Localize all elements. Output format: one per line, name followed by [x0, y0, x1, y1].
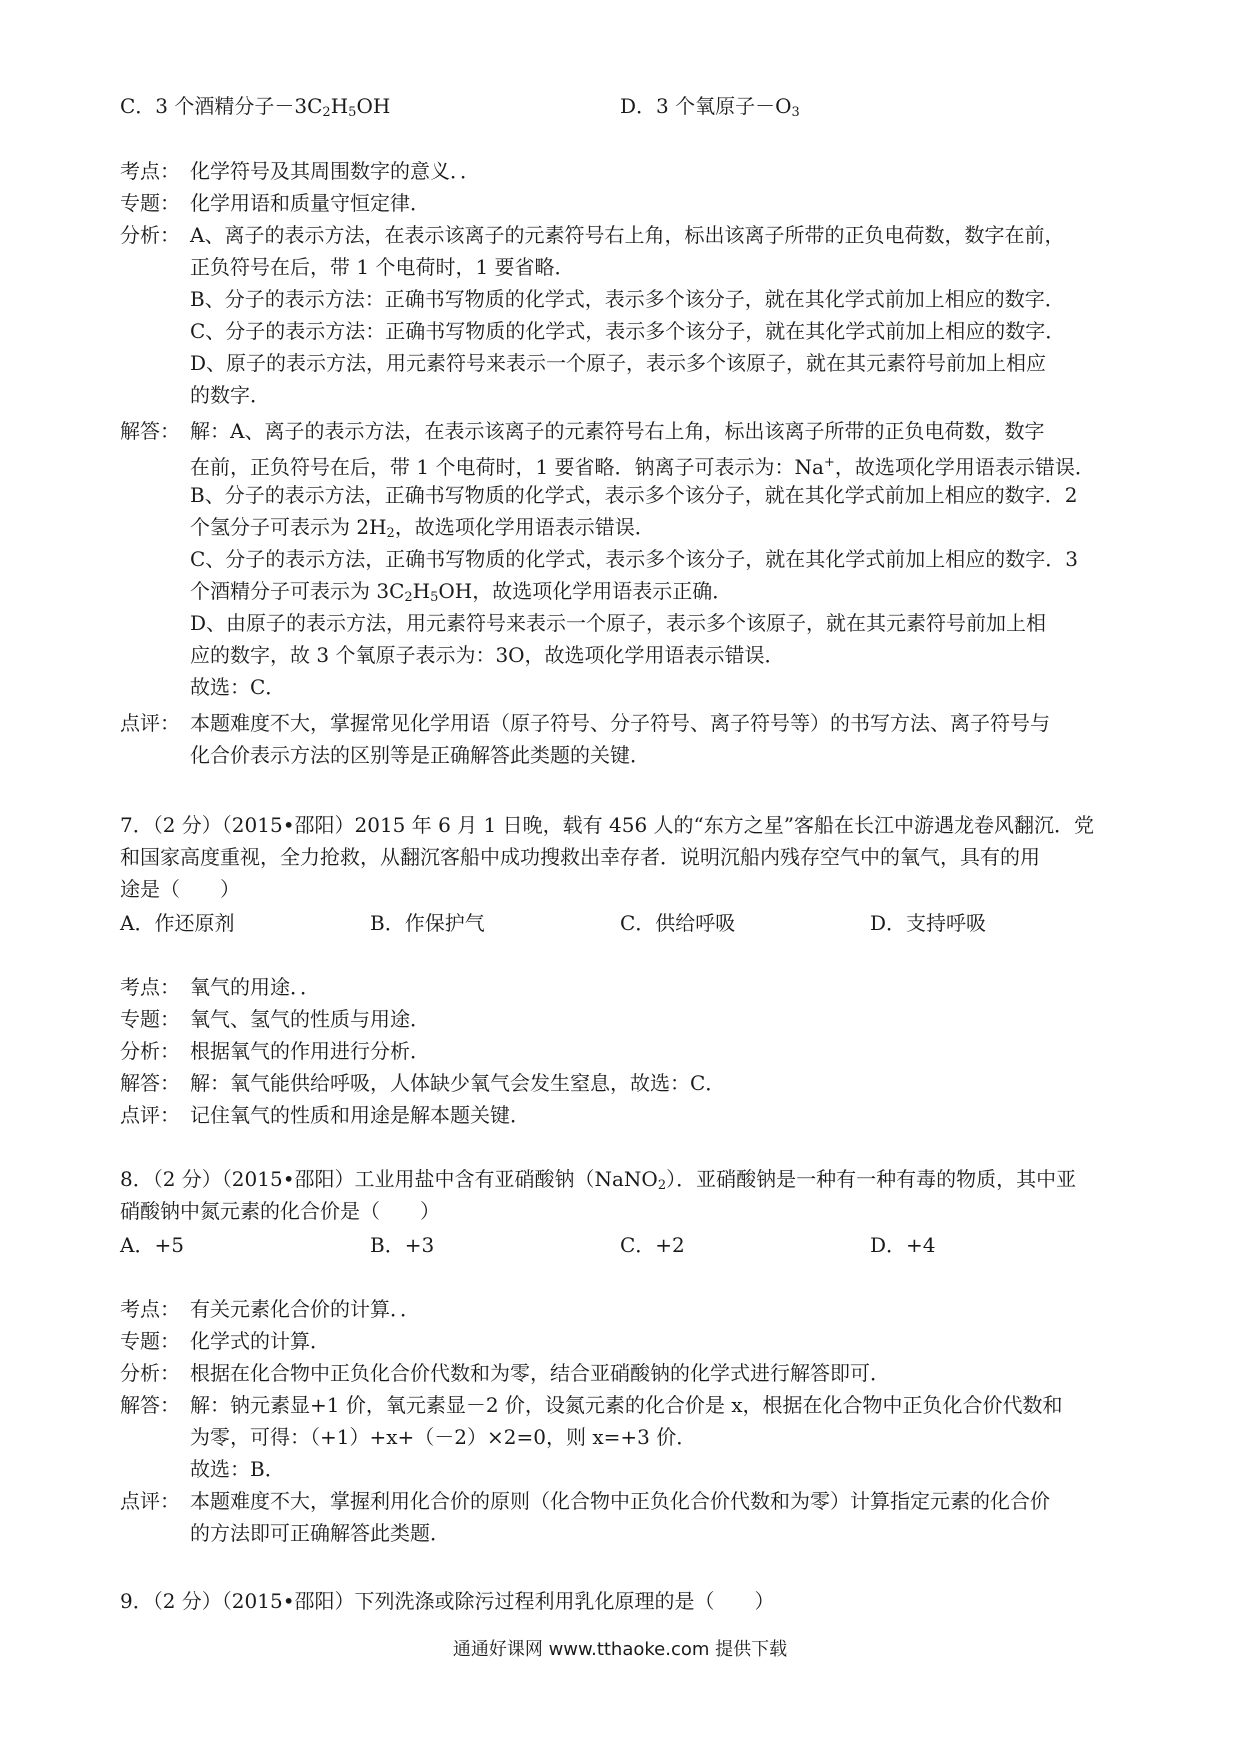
label-kaodian: 考点：	[120, 159, 180, 183]
q6-jieda-line: 个氢分子可表示为 $2H_2$，故选项化学用语表示错误．	[190, 515, 655, 541]
q8-dianping-line: 本题难度不大，掌握利用化合价的原则（化合物中正负化合价代数和为零）计算指定元素的化合价	[190, 1489, 1050, 1513]
q8-option-b: B．+3	[370, 1233, 435, 1257]
q6-jieda-line: 个酒精分子可表示为 $3C_2H_5OH$，故选项化学用语表示正确．	[190, 579, 733, 605]
q6-fenxi-line: D、原子的表示方法，用元素符号来表示一个原子，表示多个该原子，就在其元素符号前加上相应	[190, 351, 1047, 375]
q6-jieda-line: 故选：C．	[190, 675, 286, 699]
q6-jieda-line: 解：A、离子的表示方法，在表示该离子的元素符号右上角，标出该离子所带的正负电荷数，数字	[190, 419, 1045, 443]
q8-stem-line: 8．（2 分）（2015•邵阳）工业用盐中含有亚硝酸钠（NaNO$_2$）．亚硝酸钠是一种有一种有毒的物质，其中亚	[120, 1167, 1077, 1193]
label-dianping: 点评：	[120, 1103, 180, 1127]
q7-option-a: A．作还原剂	[120, 911, 235, 935]
q6-fenxi-line: 的数字．	[190, 383, 270, 407]
label-zhuanti: 专题：	[120, 191, 180, 215]
option-d: D．3 个氧原子$-O_3$	[620, 94, 800, 120]
page-footer: 通通好课网 www.tthaoke.com 提供下载	[452, 1639, 788, 1660]
q6-dianping-line: 化合价表示方法的区别等是正确解答此类题的关键．	[190, 743, 650, 767]
label-dianping: 点评：	[120, 711, 180, 735]
q7-stem-line: 7．（2 分）（2015•邵阳）2015 年 6 月 1 日晚，载有 456 人的“东方之星”客船在长江中游遇龙卷风翻沉．党	[120, 813, 1094, 837]
q6-dianping-line: 本题难度不大，掌握常见化学用语（原子符号、分子符号、离子符号等）的书写方法、离子符号与	[190, 711, 1050, 735]
label-zhuanti: 专题：	[120, 1007, 180, 1031]
q6-zhuanti: 化学用语和质量守恒定律．	[190, 191, 430, 215]
q7-jieda: 解：氧气能供给呼吸，人体缺少氧气会发生窒息，故选：C．	[190, 1071, 726, 1095]
label-jieda: 解答：	[120, 1393, 180, 1417]
label-dianping: 点评：	[120, 1489, 180, 1513]
q9-stem: 9．（2 分）（2015•邵阳）下列洗涤或除污过程利用乳化原理的是（ ）	[120, 1589, 775, 1613]
q7-stem-line: 和国家高度重视，全力抢救，从翻沉客船中成功搜救出幸存者．说明沉船内残存空气中的氧气，具有的用	[120, 845, 1040, 869]
q8-option-c: C．+2	[620, 1233, 685, 1257]
q8-jieda-line: 故选：B．	[190, 1457, 285, 1481]
label-fenxi: 分析：	[120, 1361, 180, 1385]
q7-stem-line: 途是（ ）	[120, 877, 240, 901]
label-fenxi: 分析：	[120, 223, 180, 247]
q7-option-c: C．供给呼吸	[620, 911, 736, 935]
q6-kaodian: 化学符号及其周围数字的意义．．	[190, 159, 480, 183]
q8-jieda-line: 为零，可得：（+1）+x+（－2）×2=0，则 x=+3 价．	[190, 1425, 697, 1449]
q7-fenxi: 根据氧气的作用进行分析．	[190, 1039, 430, 1063]
q8-option-a: A．+5	[120, 1233, 184, 1257]
q6-jieda-line: B、分子的表示方法，正确书写物质的化学式，表示多个该分子，就在其化学式前加上相应的数字．2	[190, 483, 1078, 507]
label-jieda: 解答：	[120, 419, 180, 443]
q7-kaodian: 氧气的用途．．	[190, 975, 320, 999]
q8-kaodian: 有关元素化合价的计算．．	[190, 1297, 420, 1321]
label-zhuanti: 专题：	[120, 1329, 180, 1353]
label-kaodian: 考点：	[120, 1297, 180, 1321]
q7-dianping: 记住氧气的性质和用途是解本题关键．	[190, 1103, 530, 1127]
q6-jieda-line: 在前，正负符号在后，带 1 个电荷时，1 要省略．钠离子可表示为：Na+，故选项化学用语表示错误．	[190, 455, 1095, 479]
q6-fenxi-line: C、分子的表示方法：正确书写物质的化学式，表示多个该分子，就在其化学式前加上相应的数字．	[190, 319, 1066, 343]
q8-option-d: D．+4	[870, 1233, 936, 1257]
label-kaodian: 考点：	[120, 975, 180, 999]
q6-jieda-line: C、分子的表示方法，正确书写物质的化学式，表示多个该分子，就在其化学式前加上相应的数字．3	[190, 547, 1079, 571]
q6-fenxi-line: B、分子的表示方法：正确书写物质的化学式，表示多个该分子，就在其化学式前加上相应的数字．	[190, 287, 1065, 311]
q6-jieda-line: D、由原子的表示方法，用元素符号来表示一个原子，表示多个该原子，就在其元素符号前加上相	[190, 611, 1047, 635]
q6-jieda-line: 应的数字，故 3 个氧原子表示为：3O，故选项化学用语表示错误．	[190, 643, 785, 667]
q8-fenxi: 根据在化合物中正负化合价代数和为零，结合亚硝酸钠的化学式进行解答即可．	[190, 1361, 890, 1385]
q7-zhuanti: 氧气、氢气的性质与用途．	[190, 1007, 430, 1031]
q8-dianping-line: 的方法即可正确解答此类题．	[190, 1521, 450, 1545]
q7-option-d: D．支持呼吸	[870, 911, 987, 935]
q7-option-b: B．作保护气	[370, 911, 485, 935]
q6-fenxi-line: A、离子的表示方法，在表示该离子的元素符号右上角，标出该离子所带的正负电荷数，数字在前，	[190, 223, 1065, 247]
option-c: C．3 个酒精分子$-3C_2H_5OH$	[120, 94, 391, 120]
label-jieda: 解答：	[120, 1071, 180, 1095]
label-fenxi: 分析：	[120, 1039, 180, 1063]
q8-zhuanti: 化学式的计算．	[190, 1329, 330, 1353]
q8-jieda-line: 解：钠元素显+1 价，氧元素显－2 价，设氮元素的化合价是 x，根据在化合物中正负化合价代数和	[190, 1393, 1063, 1417]
q8-stem-line: 硝酸钠中氮元素的化合价是（ ）	[120, 1199, 440, 1223]
q6-fenxi-line: 正负符号在后，带 1 个电荷时，1 要省略．	[190, 255, 575, 279]
